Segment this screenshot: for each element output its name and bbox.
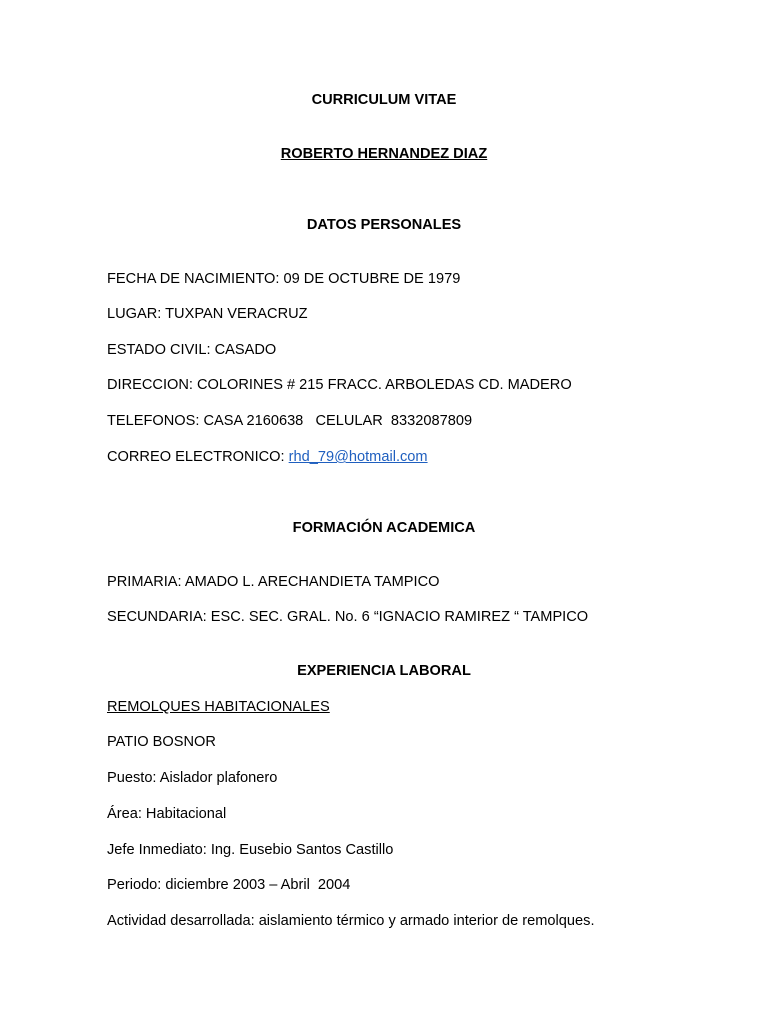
boss-line: Jefe Inmediato: Ing. Eusebio Santos Castillo	[107, 842, 394, 858]
section-heading-education: FORMACIÓN ACADEMICA	[292, 520, 476, 536]
birth-date-line: FECHA DE NACIMIENTO: 09 DE OCTUBRE DE 1979	[107, 271, 461, 287]
phones-line: TELEFONOS: CASA 2160638 CELULAR 8332087809	[107, 413, 473, 429]
document-title: CURRICULUM VITAE	[311, 92, 457, 108]
candidate-name-text: ROBERTO HERNANDEZ DIAZ	[280, 146, 488, 162]
candidate-name	[0, 145, 768, 163]
period-line: Periodo: diciembre 2003 – Abril 2004	[107, 877, 351, 893]
section-heading-experience: EXPERIENCIA LABORAL	[297, 663, 471, 679]
area-line: Área: Habitacional	[107, 806, 227, 822]
birth-place-line: LUGAR: TUXPAN VERACRUZ	[107, 306, 308, 322]
position-line: Puesto: Aislador plafonero	[107, 770, 278, 786]
email-link[interactable]: rhd_79@hotmail.com	[288, 449, 428, 465]
company-name: REMOLQUES HABITACIONALES	[107, 699, 330, 715]
address-line: DIRECCION: COLORINES # 215 FRACC. ARBOLEDAS CD. MADERO	[107, 377, 572, 393]
email-line	[107, 448, 428, 466]
activity-line: Actividad desarrollada: aislamiento térmico y armado interior de remolques.	[107, 913, 595, 929]
company-line	[107, 698, 330, 716]
primary-school-line: PRIMARIA: AMADO L. ARECHANDIETA TAMPICO	[107, 574, 440, 590]
site-line: PATIO BOSNOR	[107, 734, 216, 750]
civil-status-line: ESTADO CIVIL: CASADO	[107, 342, 277, 358]
email-label: CORREO ELECTRONICO:	[107, 449, 289, 465]
section-heading-personal: DATOS PERSONALES	[306, 217, 462, 233]
secondary-school-line: SECUNDARIA: ESC. SEC. GRAL. No. 6 “IGNACIO RAMIREZ “ TAMPICO	[107, 609, 589, 625]
